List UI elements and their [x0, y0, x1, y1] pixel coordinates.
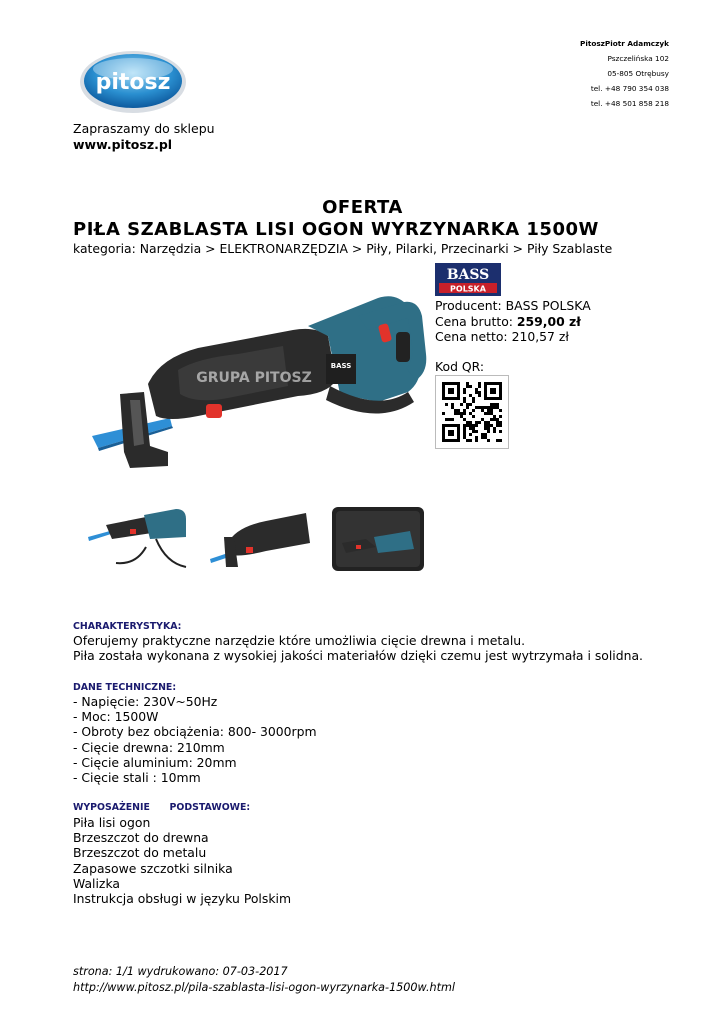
company-name: PitoszPiotr Adamczyk — [579, 39, 669, 48]
technical-line: - Cięcie aluminium: 20mm — [73, 754, 237, 770]
technical-line: - Cięcie stali : 10mm — [73, 770, 201, 786]
technical-line: - Moc: 1500W — [73, 709, 159, 725]
company-info — [580, 36, 669, 111]
svg-text:GRUPA PITOSZ: GRUPA PITOSZ — [196, 370, 312, 386]
product-info — [435, 298, 591, 345]
svg-text:pitosz: pitosz — [95, 70, 171, 95]
product-thumbnail-2[interactable] — [206, 503, 311, 575]
equipment-list — [73, 815, 291, 906]
technical-heading: DANE TECHNICZNE: — [73, 682, 177, 693]
company-street: Pszczelińska 102 — [607, 54, 669, 63]
product-main-image[interactable] — [78, 276, 430, 480]
product-thumbnail-1[interactable] — [86, 503, 191, 575]
footer — [73, 964, 455, 996]
svg-text:BASS: BASS — [446, 267, 490, 283]
welcome-block — [73, 121, 215, 153]
category-breadcrumb: kategoria: Narzędzia > ELEKTRONARZĘDZIA > Piły, Pilarki, Przecinarki > Piły Szablaste — [73, 241, 613, 256]
price-net-value: 210,57 zł — [511, 329, 569, 344]
price-gross-row: Cena brutto: 259,00 zł — [435, 313, 581, 329]
welcome-text: Zapraszamy do sklepu — [73, 121, 215, 136]
offer-label: OFERTA — [322, 197, 403, 218]
producer-row: Producent: BASS POLSKA — [435, 298, 591, 313]
technical-line: - Napięcie: 230V~50Hz — [73, 694, 218, 709]
technical-list — [73, 694, 317, 785]
characteristics-line: Piła została wykonana z wysokiej jakości materiałów dzięki czemu jest wytrzymała i solidna. — [73, 648, 643, 664]
equipment-line: Zapasowe szczotki silnika — [73, 860, 233, 876]
company-phone-2: tel. +48 501 858 218 — [590, 99, 669, 108]
svg-text:POLSKA: POLSKA — [450, 284, 486, 294]
equipment-line: Instrukcja obsługi w języku Polskim — [73, 891, 292, 907]
equipment-line: Brzeszczot do drewna — [73, 830, 209, 846]
producer-value: BASS POLSKA — [505, 298, 591, 313]
footer-url[interactable]: http://www.pitosz.pl/pila-szablasta-lisi-ogon-wyrzynarka-1500w.html — [73, 981, 456, 994]
characteristics-line: Oferujemy praktyczne narzędzie które umożliwia cięcie drewna i metalu. — [73, 633, 526, 648]
page-info: strona: 1/1 wydrukowano: 07-03-2017 — [73, 965, 288, 978]
equipment-heading: WYPOSAŻENIE PODSTAWOWE: — [73, 802, 251, 813]
equipment-line: Brzeszczot do metalu — [73, 845, 207, 861]
price-gross-value: 259,00 zł — [516, 313, 581, 329]
company-phone-1: tel. +48 790 354 038 — [590, 84, 669, 93]
shop-link[interactable]: www.pitosz.pl — [73, 137, 173, 152]
characteristics-heading: CHARAKTERYSTYKA: — [73, 621, 182, 632]
product-thumbnail-3[interactable] — [326, 503, 431, 575]
price-net-row: Cena netto: 210,57 zł — [435, 329, 569, 344]
qr-code[interactable] — [435, 375, 509, 449]
characteristics-text — [73, 633, 643, 663]
qr-label: Kod QR: — [435, 359, 485, 374]
technical-line: - Cięcie drewna: 210mm — [73, 739, 225, 755]
technical-line: - Obroty bez obciążenia: 800- 3000rpm — [73, 724, 317, 740]
pitosz-logo[interactable] — [78, 49, 188, 115]
svg-text:BASS: BASS — [330, 362, 352, 370]
equipment-line: Walizka — [73, 875, 120, 891]
product-title: PIŁA SZABLASTA LISI OGON WYRZYNARKA 1500W — [73, 219, 599, 240]
equipment-line: Piła lisi ogon — [73, 815, 151, 830]
company-city: 05-805 Otrębusy — [607, 69, 669, 78]
bass-polska-logo — [435, 263, 501, 296]
